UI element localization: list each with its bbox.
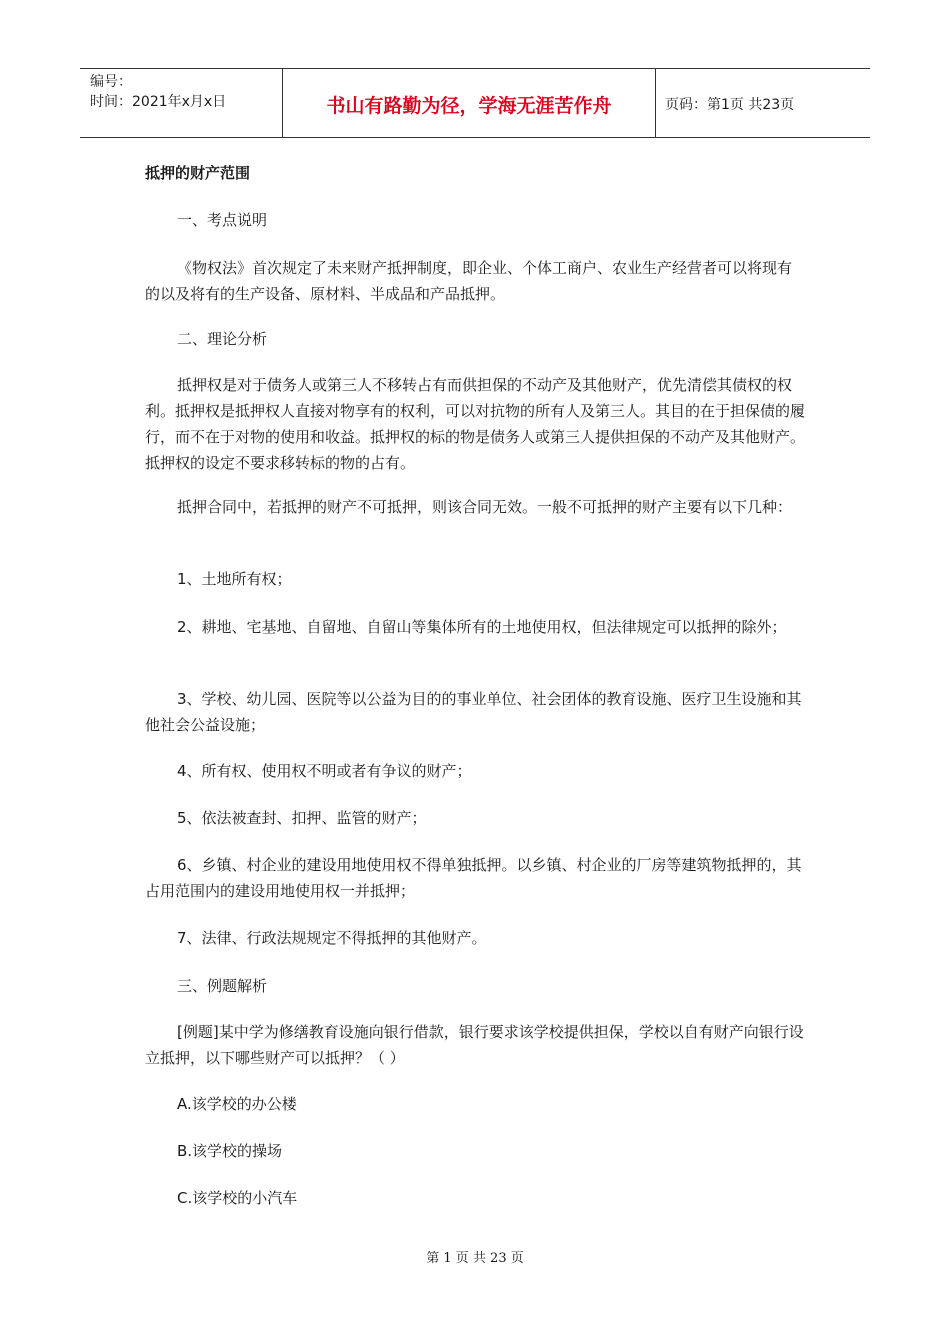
- option-b: B.该学校的操场: [177, 1142, 283, 1160]
- time-label: 时间：2021年x月x日: [90, 94, 227, 110]
- option-a: A.该学校的办公楼: [177, 1095, 297, 1113]
- section-heading-2: 二、理论分析: [177, 330, 268, 348]
- page-footer: 第 1 页 共 23 页: [426, 1251, 524, 1266]
- paragraph-2: 抵押权是对于债务人或第三人不移转占有而供担保的不动产及其他财产，优先清偿其债权的权利。抵押权是抵押权人直接对物享有的权利，可以对抗物的所有人及第三人。其目的在于担保债的履行，而不在于对物的使用和收益。抵押权的标的物是债务人或第三人提供担保的不动产及其他财产。抵押权的设定不要求移转标的物的占有。: [145, 376, 806, 472]
- paragraph-3: 抵押合同中，若抵押的财产不可抵押，则该合同无效。一般不可抵押的财产主要有以下几种：: [177, 498, 793, 516]
- page-header: [80, 68, 870, 138]
- list-item-2: 2、耕地、宅基地、自留地、自留山等集体所有的土地使用权，但法律规定可以抵押的除外；: [177, 618, 787, 636]
- list-item-3: 3、学校、幼儿园、医院等以公益为目的的事业单位、社会团体的教育设施、医疗卫生设施和其他社会公益设施；: [145, 690, 802, 734]
- document-title: 抵押的财产范围: [145, 164, 251, 182]
- example-question: [例题]某中学为修缮教育设施向银行借款，银行要求该学校提供担保，学校以自有财产向银行设立抵押，以下哪些财产可以抵押？（ ）: [145, 1023, 804, 1067]
- list-item-4: 4、所有权、使用权不明或者有争议的财产；: [177, 762, 472, 780]
- motto: 书山有路勤为径，学海无涯苦作舟: [326, 95, 612, 117]
- paragraph-1: 《物权法》首次规定了未来财产抵押制度，即企业、个体工商户、农业生产经营者可以将现有的以及将有的生产设备、原材料、半成品和产品抵押。: [145, 259, 793, 303]
- number-label: 编号：: [90, 74, 132, 90]
- list-item-1: 1、土地所有权；: [177, 570, 292, 588]
- section-heading-1: 一、考点说明: [177, 211, 268, 229]
- list-item-6: 6、乡镇、村企业的建设用地使用权不得单独抵押。以乡镇、村企业的厂房等建筑物抵押的，其占用范围内的建设用地使用权一并抵押；: [145, 856, 802, 900]
- list-item-5: 5、依法被查封、扣押、监管的财产；: [177, 809, 427, 827]
- option-c: C.该学校的小汽车: [177, 1189, 298, 1207]
- header-meta-cell: [80, 69, 282, 137]
- list-item-7: 7、法律、行政法规规定不得抵押的其他财产。: [177, 929, 487, 947]
- section-heading-3: 三、例题解析: [177, 977, 268, 995]
- page-info: 页码：第1页 共23页: [665, 97, 795, 113]
- header-motto-cell: [282, 69, 656, 137]
- header-page-cell: [655, 69, 870, 137]
